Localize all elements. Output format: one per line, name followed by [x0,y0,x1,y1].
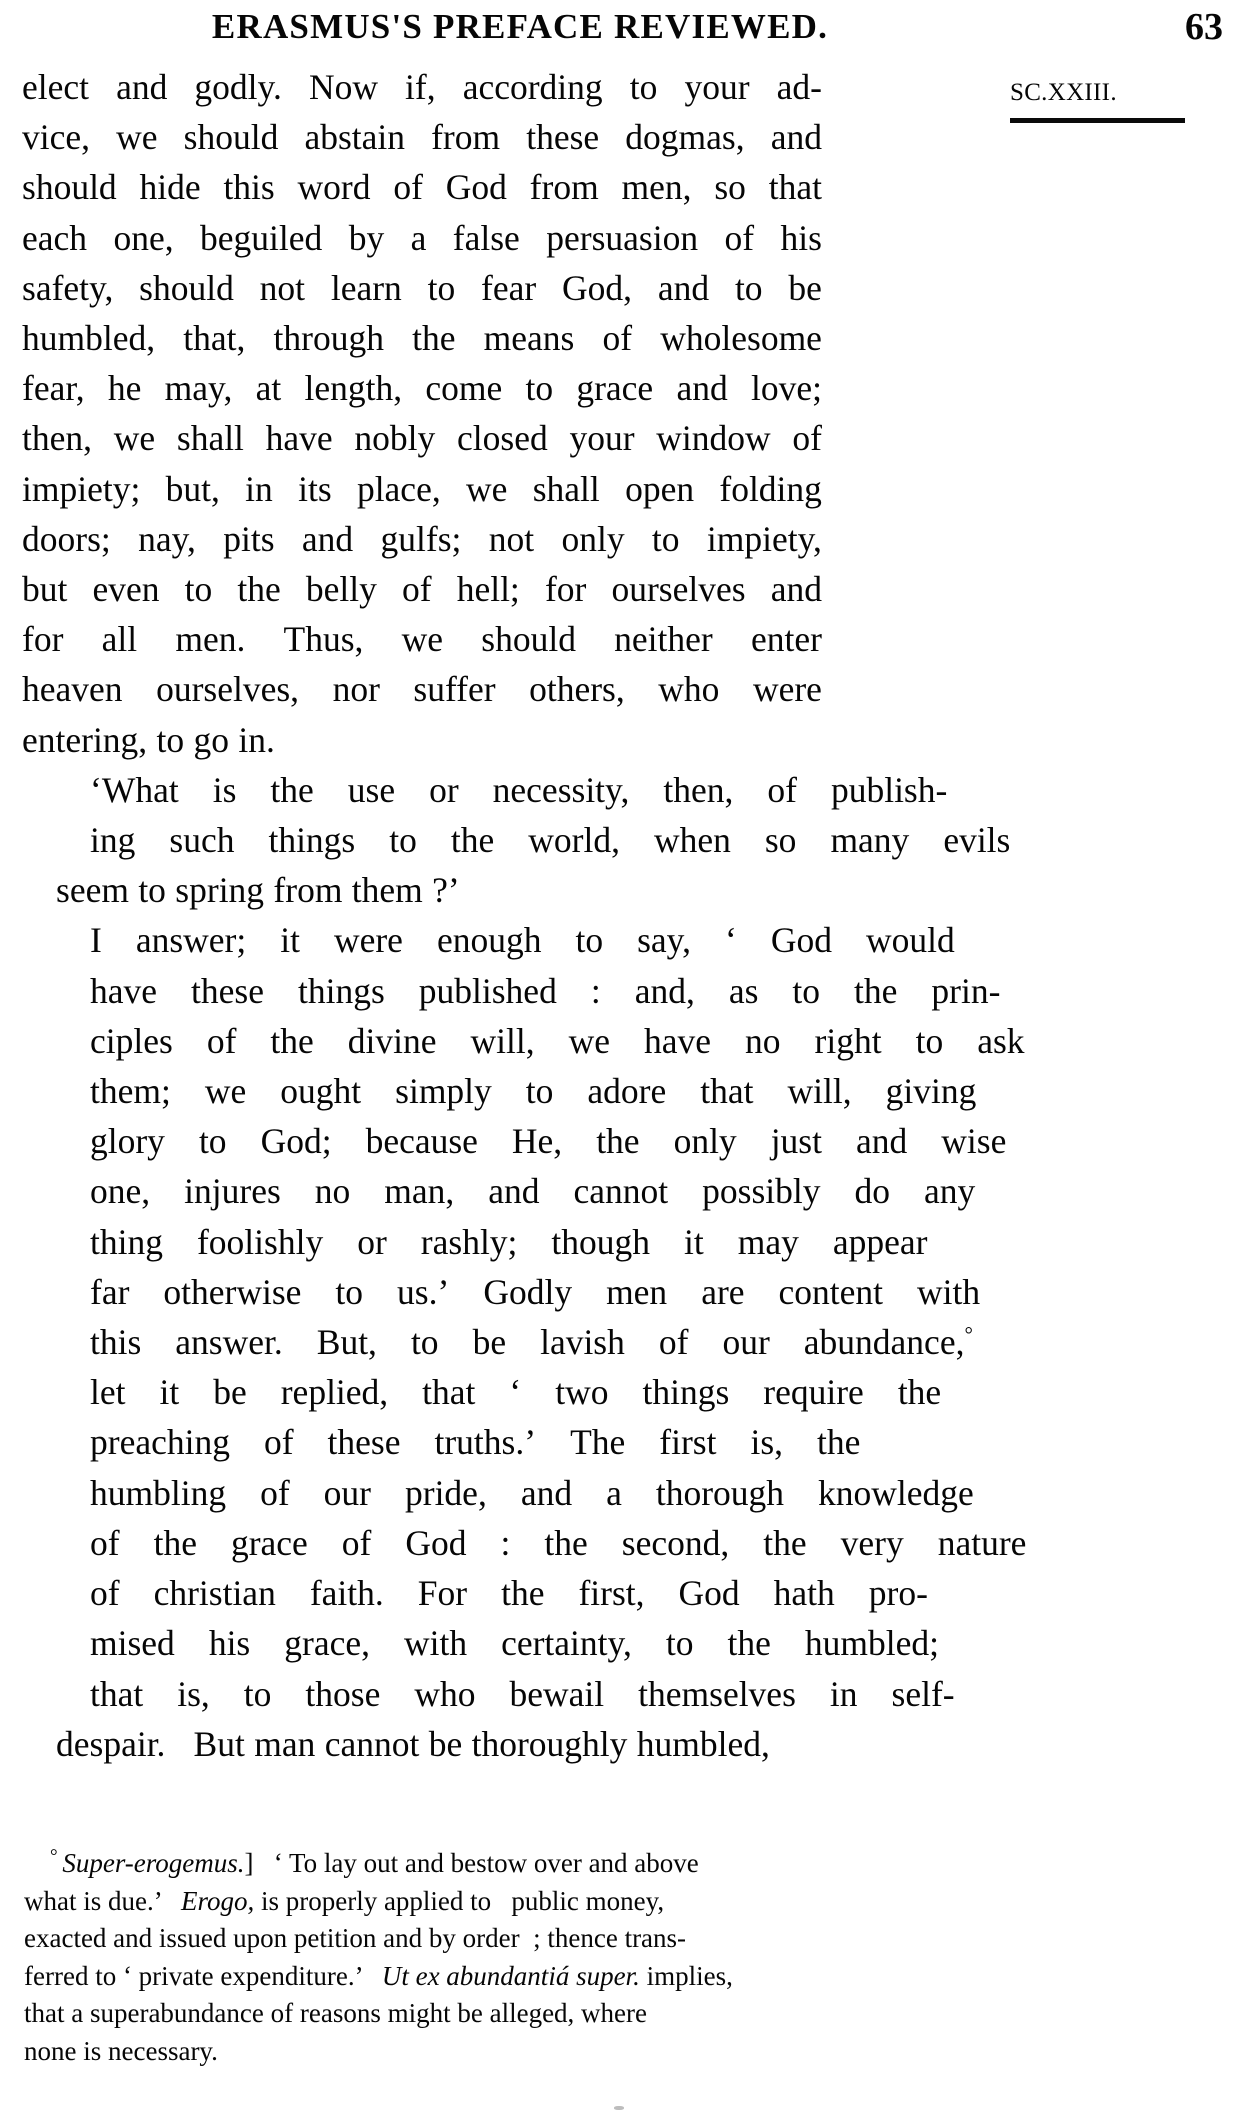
page-number: 63 [1185,6,1223,48]
text-line: vice, we should abstain from these dogmas, and [22,117,822,158]
footnote-line [24,2033,814,2071]
paragraph [22,62,822,765]
text-line: fear, he may, at length, come to grace and love; [22,368,822,409]
text-line: humbling of our pride, and a thorough knowledge [90,1472,974,1513]
text-line: seem to spring from them ?’ [56,870,460,911]
footnote-text: that a superabundance of reasons might be alleged, where [24,1998,648,2028]
footnote-text: exacted and issued upon petition and by order ; thence trans- [24,1923,687,1953]
text-line: then, we shall have nobly closed your window of [22,418,822,459]
footnote-text: what is due.’ [24,1885,181,1916]
footnote-line [24,1958,814,1996]
text-line: them; we ought simply to adore that will, giving [90,1071,977,1112]
text-line: humbled, that, through the means of wholesome [22,318,822,359]
text-line: of christian faith. For the first, God hath pro- [90,1573,928,1614]
text-line: let it be replied, that ‘ two things require the [90,1372,942,1413]
footnote-reference-marker: ° [964,1322,973,1347]
footnote-italic-term: Super-erogemus. [62,1848,245,1878]
text-line: that is, to those who bewail themselves in self- [90,1673,955,1714]
text-line: I answer; it were enough to say, ‘ God would [90,920,955,961]
footnote-italic-term: Erogo, [180,1885,255,1916]
marginal-note-label: SC.XXIII. [1010,79,1117,106]
footnote-marker: ° [50,1846,63,1867]
text-line: entering, to go in. [22,719,275,760]
text-line: ing such things to the world, when so many evils [90,820,1011,861]
text-line: ciples of the divine will, we have no right to ask [90,1020,1025,1061]
text-line: doors; nay, pits and gulfs; not only to impiety, [22,518,822,559]
footnote-text: ferred to ‘ private expenditure.’ [24,1960,382,1991]
text-line: ‘What is the use or necessity, then, of publish- [90,769,948,810]
footnote-line [24,1920,814,1958]
footnote-text: ] ‘ To lay out and bestow over and above [244,1848,699,1878]
text-line: despair. But man cannot be thoroughly humbled, [56,1723,770,1764]
running-head [0,4,1249,56]
footnote-italic-term: Ut ex abundantiá super. [381,1960,640,1991]
footnote-text: implies, [639,1960,733,1991]
text-line: heaven ourselves, nor suffer others, who were [22,669,822,710]
text-line: for all men. Thus, we should neither enter [22,619,822,660]
footnote-block [24,1845,814,2070]
text-line: mised his grace, with certainty, to the humbled; [90,1623,939,1664]
text-line: impiety; but, in its place, we shall open folding [22,468,822,509]
scan-artifact [614,2106,624,2110]
text-line: but even to the belly of hell; for ourselves and [22,569,822,610]
text-line: each one, beguiled by a false persuasion of his [22,217,822,258]
text-line: this answer. But, to be lavish of our abundance,° [90,1322,973,1363]
footnote-text: is properly applied to public money, [254,1885,665,1916]
text-line: have these things published : and, as to the prin- [90,970,1001,1011]
text-line: one, injures no man, and cannot possibly do any [90,1171,976,1212]
footnote-line [24,1883,814,1921]
marginal-note [1010,78,1240,123]
text-line: safety, should not learn to fear God, and to be [22,267,822,308]
footnote-line [24,1845,814,1883]
paragraph [22,915,1027,1768]
footnote-line [24,1995,814,2033]
text-line: elect and godly. Now if, according to your ad- [22,67,822,107]
paragraph [22,765,1011,916]
marginal-note-rule [1010,118,1185,123]
body-text-column [22,62,1027,1769]
text-line: glory to God; because He, the only just and wise [90,1121,1007,1162]
text-line: preaching of these truths.’ The first is, the [90,1422,861,1463]
text-line: thing foolishly or rashly; though it may appear [90,1221,928,1262]
text-line: of the grace of God : the second, the very nature [90,1522,1027,1563]
running-head-title: ERASMUS'S PREFACE REVIEWED. [211,7,829,46]
footnote-text: none is necessary. [24,2035,218,2066]
text-line: should hide this word of God from men, so that [22,167,822,208]
text-line: far otherwise to us.’ Godly men are content with [90,1271,981,1312]
